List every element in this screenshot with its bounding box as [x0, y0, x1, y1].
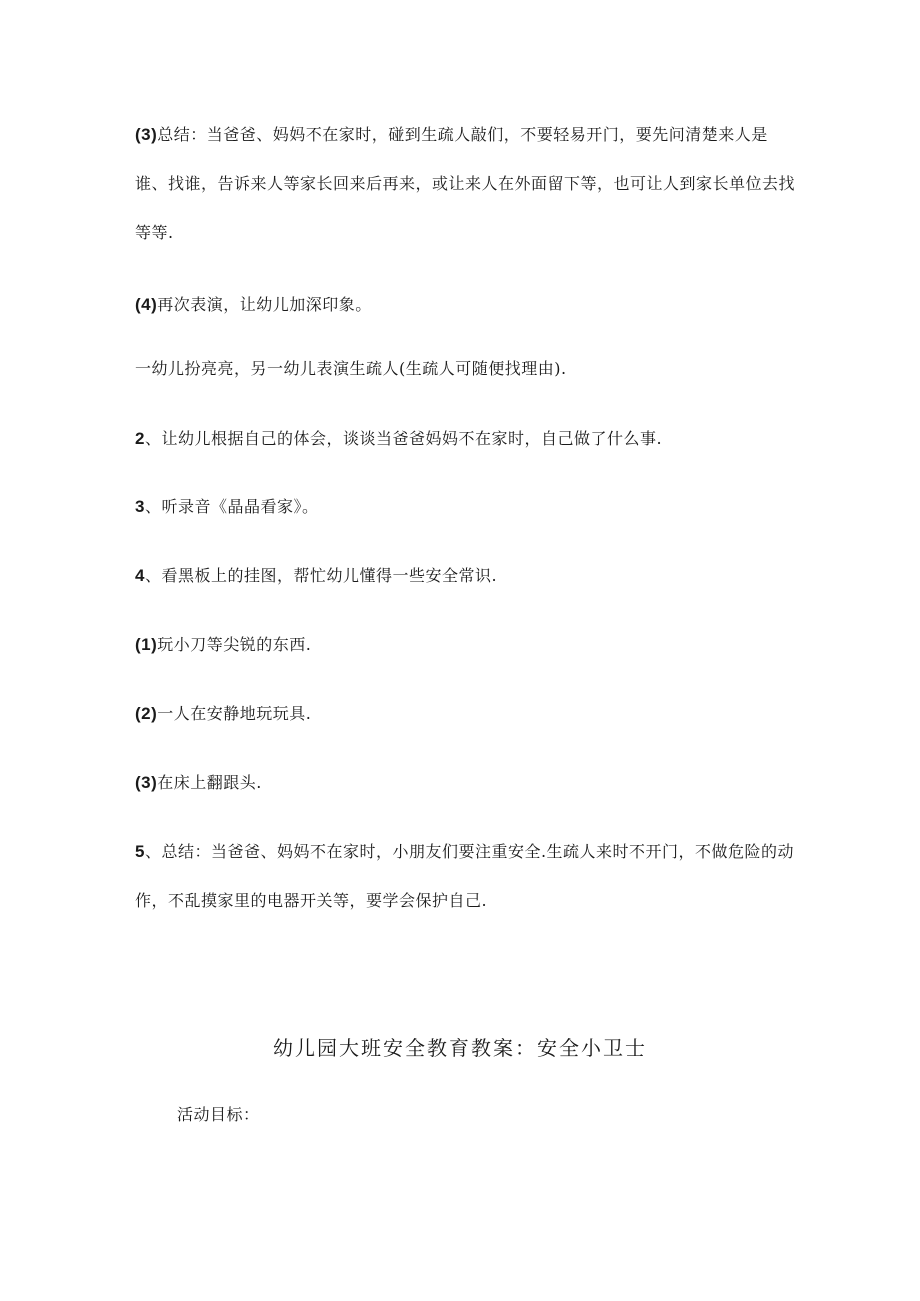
paragraph-item-4: [135, 280, 795, 329]
paragraph-text: 一幼儿扮亮亮，另一幼儿表演生疏人(生疏人可随便找理由).: [135, 359, 567, 378]
paragraph-text: 、让幼儿根据自己的体会，谈谈当爸爸妈妈不在家时，自己做了什么事.: [144, 429, 663, 448]
item-number: (4): [135, 295, 158, 314]
paragraph-subitem-1: [135, 620, 795, 669]
paragraph-text: 玩小刀等尖锐的东西.: [157, 635, 312, 654]
section-title: 幼儿园大班安全教育教案：安全小卫士: [273, 1036, 647, 1060]
paragraph-roleplay: [135, 344, 795, 393]
item-number: (3): [135, 125, 158, 144]
item-number: (2): [135, 704, 158, 723]
item-number: (1): [135, 635, 158, 654]
item-number: 5: [135, 842, 145, 861]
paragraph-text: 在床上翻跟头.: [157, 773, 262, 792]
item-number: 3: [135, 497, 145, 516]
paragraph-subitem-3: [135, 758, 795, 807]
paragraph-step-2: [135, 414, 795, 463]
paragraph-step-3: [135, 482, 795, 531]
section-subtitle: 活动目标：: [177, 1105, 260, 1124]
paragraph-text: 总结：当爸爸、妈妈不在家时，碰到生疏人敲们，不要轻易开门，要先问清楚来人是谁、找谁，告诉来人等家长回来后再来，或让来人在外面留下等，也可让人到家长单位去找等等.: [135, 125, 796, 242]
paragraph-text: 、听录音《晶晶看家》。: [144, 497, 319, 516]
paragraph-step-4: [135, 551, 795, 600]
paragraph-step-5: [135, 827, 795, 925]
paragraph-subitem-2: [135, 689, 795, 738]
item-number: 2: [135, 429, 145, 448]
item-number: (3): [135, 773, 158, 792]
item-number: 4: [135, 566, 145, 585]
paragraph-text: 、看黑板上的挂图，帮忙幼儿懂得一些安全常识.: [144, 566, 498, 585]
paragraph-summary-3: [135, 110, 795, 257]
paragraph-text: 、总结：当爸爸、妈妈不在家时，小朋友们要注重安全.生疏人来时不开门，不做危险的动作，不乱摸家里的电器开关等，要学会保护自己.: [135, 842, 795, 910]
paragraph-text: 再次表演，让幼儿加深印象。: [157, 295, 372, 314]
paragraph-text: 一人在安静地玩玩具.: [157, 704, 312, 723]
